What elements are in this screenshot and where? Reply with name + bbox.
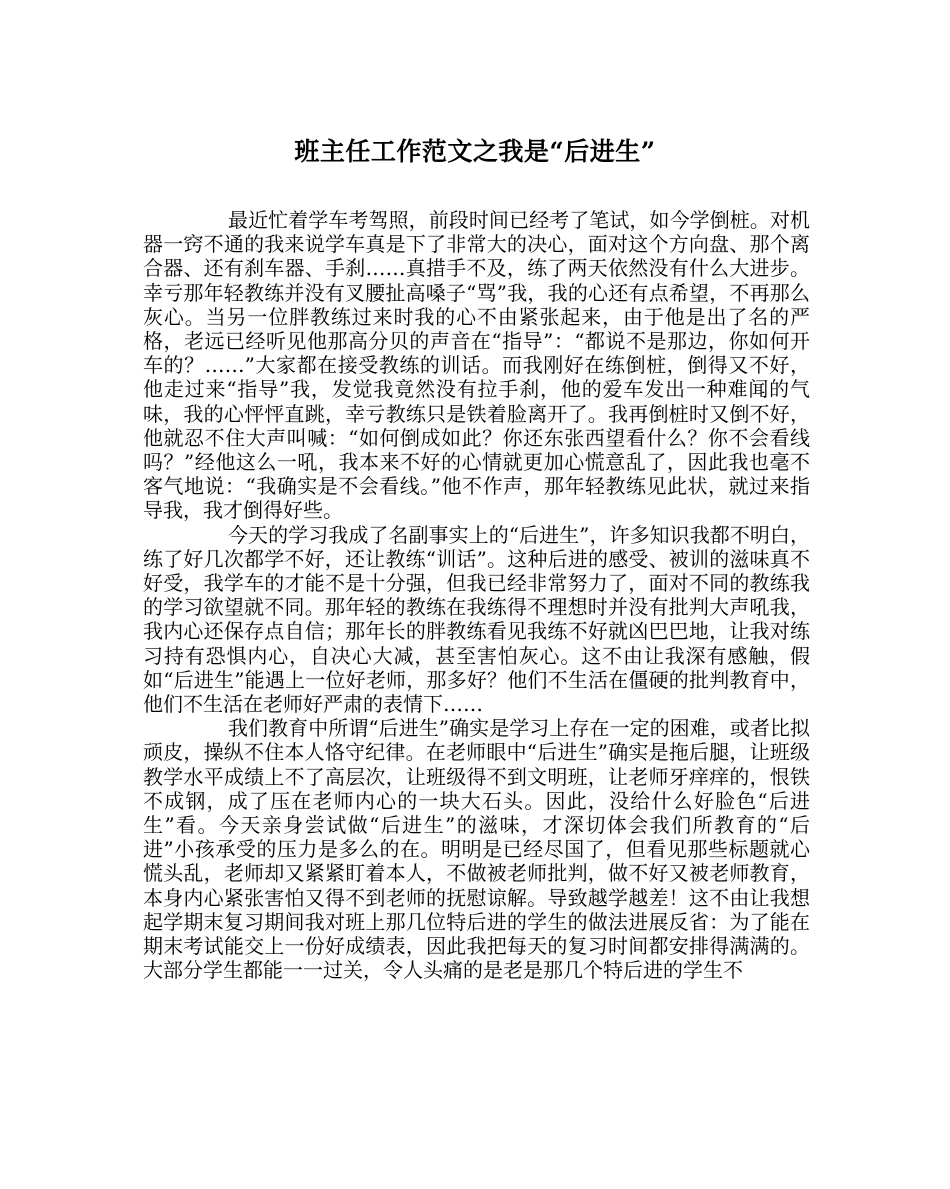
- paragraph-2: 今天的学习我成了名副事实上的“后进生”，许多知识我都不明白，练了好几次都学不好，还让教练“训话”。这种后进的感受、被训的滋味真不好受，我学车的才能不是十分强，但我已经非常努力了，面对不同的教练我的学习欲望就不同。那年轻的教练在我练得不理想时并没有批判大声吼我，我内心还保存点自信；那年长的胖教练看见我练不好就凶巴巴地，让我对练习持有恐惧内心，自决心大减，甚至害怕灰心。这不由让我深有感触，假如“后进生”能遇上一位好老师，那多好？他们不生活在僵硬的批判教育中，他们不生活在老师好严肃的表情下……: [143, 522, 810, 717]
- document-title: 班主任工作范文之我是“后进生”: [294, 137, 656, 166]
- document-body: [143, 208, 810, 983]
- paragraph-3: 我们教育中所谓“后进生”确实是学习上存在一定的困难，或者比拟顽皮，操纵不住本人恪守纪律。在老师眼中“后进生”确实是拖后腿，让班级教学水平成绩上不了高层次，让班级得不到文明班，让老师牙痒痒的，恨铁不成钢，成了压在老师内心的一块大石头。因此，没给什么好脸色“后进生”看。今天亲身尝试做“后进生”的滋味，才深切体会我们所教育的“后进”小孩承受的压力是多么的在。明明是已经尽国了，但看见那些标题就心慌头乱，老师却又紧紧盯着本人，不做被老师批判，做不好又被老师教育，本身内心紧张害怕又得不到老师的抚慰谅解。导致越学越差！这不由让我想起学期末复习期间我对班上那几位特后进的学生的做法进展反省：为了能在期末考试能交上一份好成绩表，因此我把每天的复习时间都安排得满满的。大部分学生都能一一过关，令人头痛的是老是那几个特后进的学生不: [143, 716, 810, 983]
- paragraph-1: 最近忙着学车考驾照，前段时间已经考了笔试，如今学倒桩。对机器一窍不通的我来说学车真是下了非常大的决心，面对这个方向盘、那个离合器、还有刹车器、手刹……真措手不及，练了两天依然没有什么大进步。幸亏那年轻教练并没有叉腰扯高嗓子“骂”我，我的心还有点希望，不再那么灰心。当另一位胖教练过来时我的心不由紧张起来，由于他是出了名的严格，老远已经听见他那高分贝的声音在“指导”：“都说不是那边，你如何开车的？……”大家都在接受教练的训话。而我刚好在练倒桩，倒得又不好，他走过来“指导”我，发觉我竟然没有拉手刹，他的爱车发出一种难闻的气味，我的心怦怦直跳，幸亏教练只是铁着脸离开了。我再倒桩时又倒不好，他就忍不住大声叫喊：“如何倒成如此？你还东张西望看什么？你不会看线吗？”经他这么一吼，我本来不好的心情就更加心慌意乱了，因此我也毫不客气地说：“我确实是不会看线。”他不作声，那年轻教练见此状，就过来指导我，我才倒得好些。: [143, 208, 810, 523]
